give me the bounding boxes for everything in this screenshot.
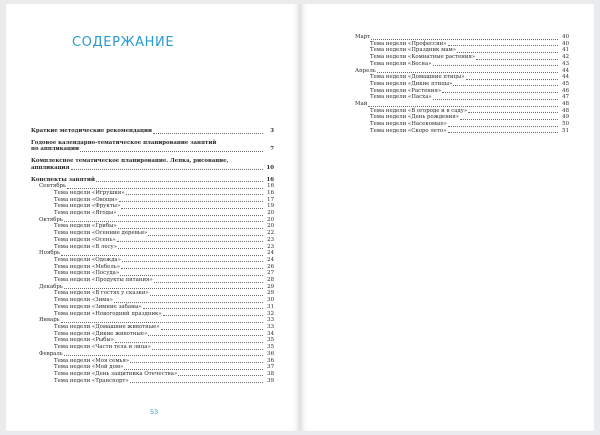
toc-entry-label: Тема недели «Рыбы» bbox=[54, 337, 114, 344]
toc-entry-label: Тема недели «Праздник мам» bbox=[370, 47, 457, 54]
toc-topic bbox=[31, 270, 274, 277]
dot-leader bbox=[468, 109, 558, 113]
dot-leader bbox=[442, 89, 558, 93]
toc-topic bbox=[31, 337, 274, 344]
toc-entry-label: Тема недели «В огороде и в саду» bbox=[370, 107, 468, 114]
dot-leader bbox=[121, 205, 263, 209]
page-number: 53 bbox=[150, 408, 159, 416]
toc-entry-page: 28 bbox=[267, 277, 274, 284]
toc-month bbox=[31, 183, 274, 190]
dot-leader bbox=[96, 178, 263, 182]
toc-topic bbox=[31, 364, 274, 371]
toc-entry-label: Комплексное тематическое планирование. Лепка, рисование, bbox=[31, 158, 229, 165]
toc-entry-page: 33 bbox=[267, 317, 274, 324]
toc-entry-page: 42 bbox=[562, 54, 569, 61]
toc-entry-page: 44 bbox=[562, 67, 569, 74]
dot-leader bbox=[143, 305, 263, 309]
toc-entry-page: 47 bbox=[562, 94, 569, 101]
toc-topic bbox=[31, 378, 274, 385]
toc-entry-page: 48 bbox=[562, 107, 569, 114]
toc-month bbox=[347, 68, 569, 75]
toc-entry-label: Тема недели «Посуда» bbox=[54, 270, 120, 277]
dot-leader bbox=[154, 279, 263, 283]
toc-entry-page: 27 bbox=[267, 270, 274, 277]
toc-month bbox=[31, 351, 274, 358]
dot-leader bbox=[67, 185, 263, 189]
toc-entry-label: Тема недели «Пасха» bbox=[370, 94, 432, 101]
page-title: СОДЕРЖАНИЕ bbox=[72, 35, 175, 50]
toc-entry-page: 40 bbox=[562, 40, 569, 47]
toc-entry-label: Тема недели «Транспорт» bbox=[54, 377, 129, 384]
toc-topic bbox=[31, 304, 274, 311]
toc-topic bbox=[31, 197, 274, 204]
toc-topic bbox=[347, 108, 569, 115]
toc-entry-page: 36 bbox=[267, 350, 274, 357]
toc-entry-page: 16 bbox=[267, 183, 274, 190]
toc-right-column bbox=[347, 34, 569, 135]
toc-topic bbox=[31, 344, 274, 351]
toc-month bbox=[31, 317, 274, 324]
toc-topic bbox=[31, 230, 274, 237]
dot-leader bbox=[118, 245, 263, 249]
dot-leader bbox=[80, 148, 263, 152]
toc-entry-label: Конспекты занятий bbox=[31, 176, 95, 183]
toc-entry-page: 22 bbox=[267, 230, 274, 237]
toc-entry-page: 17 bbox=[267, 196, 274, 203]
toc-entry-page: 23 bbox=[267, 243, 274, 250]
toc-entry-label: Тема недели «Зимние забавы» bbox=[54, 303, 142, 310]
toc-entry-label: Тема недели «Мебель» bbox=[54, 263, 121, 270]
toc-topic bbox=[31, 297, 274, 304]
toc-topic bbox=[347, 47, 569, 54]
toc-month bbox=[347, 34, 569, 41]
toc-entry-page: 7 bbox=[270, 146, 274, 153]
toc-entry-label: Тема недели «Дикие животные» bbox=[54, 330, 148, 337]
dot-leader bbox=[453, 82, 558, 86]
toc-entry-label: Январь bbox=[39, 317, 60, 324]
toc-topic bbox=[31, 237, 274, 244]
toc-entry-label: Тема недели «Новогодний праздник» bbox=[54, 310, 162, 317]
toc-entry-page: 19 bbox=[267, 203, 274, 210]
dot-leader bbox=[148, 332, 263, 336]
toc-entry-page: 29 bbox=[267, 283, 274, 290]
toc-section bbox=[31, 177, 274, 184]
dot-leader bbox=[163, 312, 263, 316]
toc-entry-page: 31 bbox=[267, 303, 274, 310]
dot-leader bbox=[115, 339, 263, 343]
dot-leader bbox=[117, 238, 263, 242]
toc-entry-page: 29 bbox=[267, 290, 274, 297]
toc-entry-page: 3 bbox=[270, 128, 274, 134]
right-page bbox=[300, 4, 594, 431]
toc-entry-page: 20 bbox=[267, 210, 274, 217]
toc-month bbox=[347, 101, 569, 108]
toc-topic bbox=[347, 128, 569, 135]
toc-entry-label: Тема недели «Осень» bbox=[54, 236, 116, 243]
toc-entry-page: 30 bbox=[267, 297, 274, 304]
dot-leader bbox=[476, 56, 558, 60]
toc-entry-label: Май bbox=[355, 101, 368, 108]
toc-entry-label: Сентябрь bbox=[39, 183, 66, 190]
toc-entry-page: 24 bbox=[267, 250, 274, 257]
dot-leader bbox=[377, 69, 558, 73]
toc-entry-label: Тема недели «Фрукты» bbox=[54, 203, 121, 210]
toc-entry-label: Тема недели «Части тела и лица» bbox=[54, 344, 151, 351]
dot-leader bbox=[130, 359, 263, 363]
toc-entry-label: Тема недели «Растения» bbox=[370, 87, 442, 94]
toc-topic bbox=[347, 114, 569, 121]
toc-entry-label: Тема недели «Комнатные растения» bbox=[370, 54, 476, 61]
dot-leader bbox=[368, 103, 558, 107]
toc-entry-page: 36 bbox=[267, 357, 274, 364]
toc-section bbox=[31, 140, 274, 153]
dot-leader bbox=[119, 198, 263, 202]
toc-entry-label: Тема недели «Домашние животные» bbox=[54, 323, 160, 330]
toc-entry-page: 20 bbox=[267, 223, 274, 230]
dot-leader bbox=[71, 166, 263, 170]
toc-entry-label: Тема недели «Моя семья» bbox=[54, 357, 130, 364]
dot-leader bbox=[433, 62, 558, 66]
left-page bbox=[6, 4, 300, 431]
toc-entry-label: Тема недели «Профессии» bbox=[370, 40, 447, 47]
toc-entry-page: 20 bbox=[267, 216, 274, 223]
toc-entry-label: Тема недели «День рождения» bbox=[370, 114, 460, 121]
toc-entry-label: Тема недели «Игрушки» bbox=[54, 189, 125, 196]
toc-entry-label: Тема недели «Скоро лето» bbox=[370, 127, 447, 134]
toc-entry-label: Февраль bbox=[39, 350, 63, 357]
dot-leader bbox=[120, 272, 263, 276]
toc-topic bbox=[31, 324, 274, 331]
toc-entry-page: 26 bbox=[267, 263, 274, 270]
toc-entry-label: Тема недели «Осенние деревья» bbox=[54, 230, 148, 237]
dot-leader bbox=[124, 366, 263, 370]
dot-leader bbox=[64, 285, 263, 289]
toc-entry-page: 46 bbox=[562, 87, 569, 94]
dot-leader bbox=[448, 42, 558, 46]
toc-entry-page: 34 bbox=[267, 330, 274, 337]
toc-topic bbox=[31, 311, 274, 318]
toc-entry-page: 38 bbox=[267, 370, 274, 377]
toc-entry-page: 51 bbox=[562, 127, 569, 134]
toc-entry-line bbox=[31, 146, 274, 153]
toc-entry-label: Март bbox=[355, 34, 371, 40]
toc-topic bbox=[31, 264, 274, 271]
toc-topic bbox=[31, 190, 274, 197]
toc-entry-page: 48 bbox=[562, 101, 569, 108]
toc-topic bbox=[31, 203, 274, 210]
toc-entry-label: Тема недели «Грибы» bbox=[54, 223, 117, 230]
dot-leader bbox=[61, 319, 263, 323]
toc-topic bbox=[31, 290, 274, 297]
dot-leader bbox=[448, 129, 558, 133]
toc-entry-label: Тема недели «Весна» bbox=[370, 60, 432, 67]
toc-entry-line bbox=[31, 165, 274, 172]
toc-entry-label: Декабрь bbox=[39, 283, 63, 290]
dot-leader bbox=[152, 346, 263, 350]
toc-entry-page: 39 bbox=[267, 377, 274, 384]
book-spread bbox=[6, 4, 594, 431]
toc-entry-page: 49 bbox=[562, 114, 569, 121]
toc-entry-page: 23 bbox=[267, 236, 274, 243]
toc-entry-label: Тема недели «Мой дом» bbox=[54, 364, 124, 371]
dot-leader bbox=[161, 326, 263, 330]
toc-entry-page: 33 bbox=[267, 323, 274, 330]
toc-entry-page: 50 bbox=[562, 121, 569, 128]
toc-section bbox=[31, 128, 274, 135]
toc-entry-label: Ноябрь bbox=[39, 250, 60, 257]
toc-topic bbox=[347, 61, 569, 68]
toc-entry-label: Октябрь bbox=[39, 216, 63, 223]
toc-topic bbox=[31, 210, 274, 217]
toc-topic bbox=[347, 54, 569, 61]
toc-entry-label: Тема недели «День защитника Отечества» bbox=[54, 370, 178, 377]
dot-leader bbox=[118, 225, 263, 229]
dot-leader bbox=[114, 299, 263, 303]
dot-leader bbox=[460, 116, 558, 120]
toc-entry-label: Краткие методические рекомендации bbox=[31, 128, 153, 134]
toc-entry-label: Годовое календарно-тематическое планирование занятий bbox=[31, 139, 217, 146]
toc-entry-page: 45 bbox=[562, 80, 569, 87]
toc-entry-page: 10 bbox=[266, 164, 274, 171]
toc-topic bbox=[31, 257, 274, 264]
toc-topic bbox=[31, 371, 274, 378]
toc-entry-label-cont: по аппликации bbox=[31, 146, 79, 153]
dot-leader bbox=[148, 232, 263, 236]
toc-entry-label: Тема недели «Ягоды» bbox=[54, 210, 117, 217]
toc-topic bbox=[31, 277, 274, 284]
dot-leader bbox=[64, 352, 263, 356]
dot-leader bbox=[130, 379, 263, 383]
toc-entry-label: Тема недели «Дикие птицы» bbox=[370, 80, 453, 87]
dot-leader bbox=[178, 372, 263, 376]
toc-month bbox=[31, 284, 274, 291]
dot-leader bbox=[122, 258, 263, 262]
toc-month bbox=[31, 250, 274, 257]
dot-leader bbox=[121, 265, 263, 269]
toc-entry-page: 40 bbox=[562, 34, 569, 40]
dot-leader bbox=[64, 218, 263, 222]
toc-left-column bbox=[31, 128, 274, 384]
toc-entry-page: 35 bbox=[267, 344, 274, 351]
toc-entry-page: 41 bbox=[562, 47, 569, 54]
toc-topic bbox=[347, 94, 569, 101]
toc-entry-label: Тема недели «Продукты питания» bbox=[54, 277, 153, 284]
dot-leader bbox=[118, 212, 263, 216]
toc-entry-page: 43 bbox=[562, 60, 569, 67]
toc-entry-label: Тема недели «Домашние птицы» bbox=[370, 74, 465, 81]
toc-topic bbox=[347, 121, 569, 128]
toc-entry-page: 44 bbox=[562, 74, 569, 81]
dot-leader bbox=[457, 49, 558, 53]
toc-entry-page: 24 bbox=[267, 256, 274, 263]
toc-entry-label: Тема недели «Зима» bbox=[54, 297, 113, 304]
toc-entry-page: 16 bbox=[266, 176, 274, 183]
toc-topic bbox=[31, 358, 274, 365]
dot-leader bbox=[126, 191, 263, 195]
toc-topic bbox=[347, 88, 569, 95]
toc-entry-page: 16 bbox=[267, 189, 274, 196]
dot-leader bbox=[433, 96, 558, 100]
toc-entry-page: 35 bbox=[267, 337, 274, 344]
dot-leader bbox=[153, 130, 263, 134]
dot-leader bbox=[371, 36, 558, 40]
toc-entry-label: Тема недели «Насекомые» bbox=[370, 121, 447, 128]
toc-topic bbox=[347, 81, 569, 88]
toc-topic bbox=[31, 244, 274, 251]
dot-leader bbox=[150, 292, 263, 296]
toc-entry-label-cont: аппликация bbox=[31, 164, 70, 171]
dot-leader bbox=[448, 123, 558, 127]
toc-topic bbox=[347, 41, 569, 48]
toc-topic bbox=[31, 223, 274, 230]
dot-leader bbox=[61, 252, 263, 256]
toc-entry-label: Тема недели «В гостях у сказки» bbox=[54, 290, 149, 297]
toc-entry-label: Тема недели «Одежда» bbox=[54, 256, 121, 263]
dot-leader bbox=[466, 76, 558, 80]
toc-entry-label: Апрель bbox=[355, 67, 376, 74]
toc-topic bbox=[347, 74, 569, 81]
toc-section bbox=[31, 158, 274, 171]
toc-entry-label: Тема недели «Овощи» bbox=[54, 196, 118, 203]
toc-entry-page: 37 bbox=[267, 364, 274, 371]
toc-entry-page: 32 bbox=[267, 310, 274, 317]
toc-entry-label: Тема недели «В лесу» bbox=[54, 243, 118, 250]
